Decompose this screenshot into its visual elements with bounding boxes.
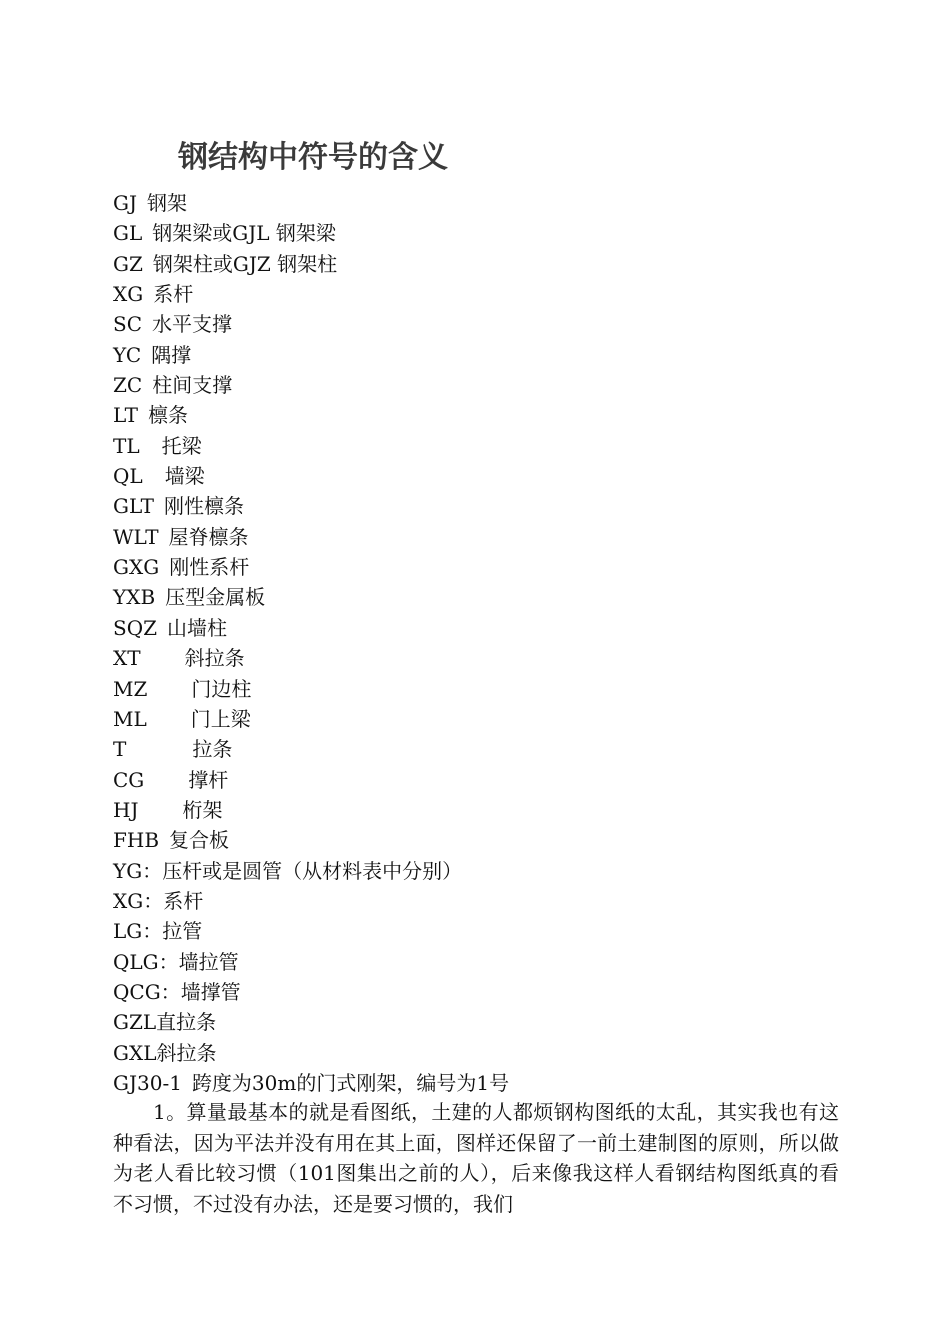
symbol-meaning: 压型金属板 (165, 585, 266, 610)
symbol-meaning: 跨度为30m的门式刚架，编号为1号 (191, 1070, 510, 1095)
symbol-code: QCG： (113, 979, 181, 1004)
symbol-row (113, 977, 843, 1007)
symbol-code: LT (113, 403, 138, 428)
symbol-code: GXL (113, 1040, 157, 1065)
document-title: 钢结构中符号的含义 (178, 140, 448, 175)
symbol-meaning: 门边柱 (191, 676, 252, 701)
symbol-code: GJ30-1 (113, 1070, 182, 1095)
symbol-meaning: 檩条 (148, 403, 188, 428)
symbol-meaning: 钢架梁或GJL 钢架梁 (152, 221, 336, 246)
symbol-meaning: 桁架 (182, 797, 223, 822)
symbol-meaning: 系杆 (163, 888, 204, 913)
symbol-meaning: 墙拉管 (178, 949, 239, 974)
symbol-code: FHB (113, 828, 160, 853)
symbol-row (113, 947, 843, 977)
symbol-row (113, 400, 843, 430)
symbol-meaning: 斜拉条 (156, 1040, 217, 1065)
symbol-row (113, 522, 843, 552)
symbol-code: HJ (113, 797, 139, 822)
symbol-row (113, 1007, 843, 1037)
symbol-code: GJ (113, 191, 137, 215)
symbol-row (113, 613, 843, 643)
symbol-code: YXB (113, 585, 156, 610)
symbol-row (113, 218, 843, 248)
symbol-row (113, 704, 843, 734)
symbol-list (113, 188, 843, 1098)
symbol-meaning: 墙撑管 (180, 979, 241, 1004)
symbol-row (113, 188, 843, 218)
symbol-meaning: 屋脊檩条 (168, 524, 249, 549)
symbol-row (113, 340, 843, 370)
symbol-row (113, 461, 843, 491)
symbol-meaning: 山墙柱 (167, 615, 227, 640)
symbol-code: YC (113, 342, 142, 367)
symbol-meaning: 撑杆 (188, 767, 229, 792)
symbol-row (113, 734, 843, 764)
symbol-row (113, 249, 843, 279)
symbol-code: T (113, 737, 127, 762)
symbol-row (113, 309, 843, 339)
symbol-row (113, 674, 843, 704)
symbol-code: QL (113, 464, 143, 489)
symbol-meaning: 隅撑 (151, 342, 192, 367)
symbol-code: WLT (113, 524, 159, 549)
symbol-row (113, 491, 843, 521)
symbol-meaning: 刚性系杆 (169, 555, 250, 580)
symbol-row (113, 795, 843, 825)
symbol-code: TL (113, 433, 140, 458)
symbol-code: GZL (113, 1010, 157, 1035)
symbol-code: XT (113, 646, 141, 671)
symbol-row (113, 1068, 843, 1098)
symbol-row (113, 1038, 843, 1068)
symbol-meaning: 压杆或是圆管（从材料表中分别） (162, 858, 463, 883)
symbol-code: SQZ (113, 615, 157, 640)
symbol-meaning: 斜拉条 (184, 646, 245, 671)
symbol-meaning: 托梁 (161, 433, 202, 458)
symbol-code: CG (113, 767, 145, 792)
symbol-meaning: 水平支撑 (152, 312, 233, 337)
symbol-code: MZ (113, 676, 148, 701)
symbol-code: SC (113, 312, 143, 337)
symbol-row (113, 643, 843, 673)
symbol-code: GXG (113, 555, 160, 580)
symbol-row (113, 825, 843, 855)
symbol-code: XG (113, 282, 144, 307)
symbol-code: GZ (113, 251, 143, 276)
symbol-row (113, 370, 843, 400)
symbol-meaning: 拉管 (162, 919, 203, 944)
symbol-row (113, 765, 843, 795)
symbol-code: ML (113, 706, 147, 731)
symbol-code: YG： (113, 858, 163, 883)
symbol-meaning: 钢架柱或GJZ 钢架柱 (152, 251, 338, 276)
symbol-meaning: 墙梁 (164, 464, 205, 489)
symbol-code: LG： (113, 919, 163, 944)
body-paragraph: 1。算量最基本的就是看图纸，土建的人都烦钢构图纸的太乱，其实我也有这种看法，因为平法并没有用在其上面，图样还保留了一前土建制图的原则，所以做为老人看比较习惯（101图集出之前的人），后来像我这样人看钢结构图纸真的看不习惯，不过没有办法，还是要习惯的，我们 (113, 1100, 839, 1216)
symbol-meaning: 钢架 (147, 191, 187, 215)
symbol-row (113, 552, 843, 582)
symbol-meaning: 直拉条 (156, 1010, 217, 1035)
symbol-meaning: 柱间支撑 (152, 373, 233, 398)
symbol-meaning: 复合板 (169, 828, 230, 853)
symbol-meaning: 拉条 (192, 737, 233, 762)
symbol-row (113, 886, 843, 916)
symbol-code: GL (113, 221, 143, 246)
symbol-row (113, 916, 843, 946)
symbol-code: ZC (113, 373, 143, 398)
symbol-code: GLT (113, 494, 154, 519)
symbol-meaning: 刚性檩条 (163, 494, 244, 519)
symbol-row (113, 856, 843, 886)
symbol-row (113, 279, 843, 309)
symbol-code: QLG： (113, 949, 179, 974)
symbol-code: XG： (113, 888, 164, 913)
symbol-meaning: 门上梁 (190, 706, 251, 731)
symbol-row (113, 431, 843, 461)
symbol-meaning: 系杆 (153, 282, 194, 307)
symbol-row (113, 582, 843, 612)
